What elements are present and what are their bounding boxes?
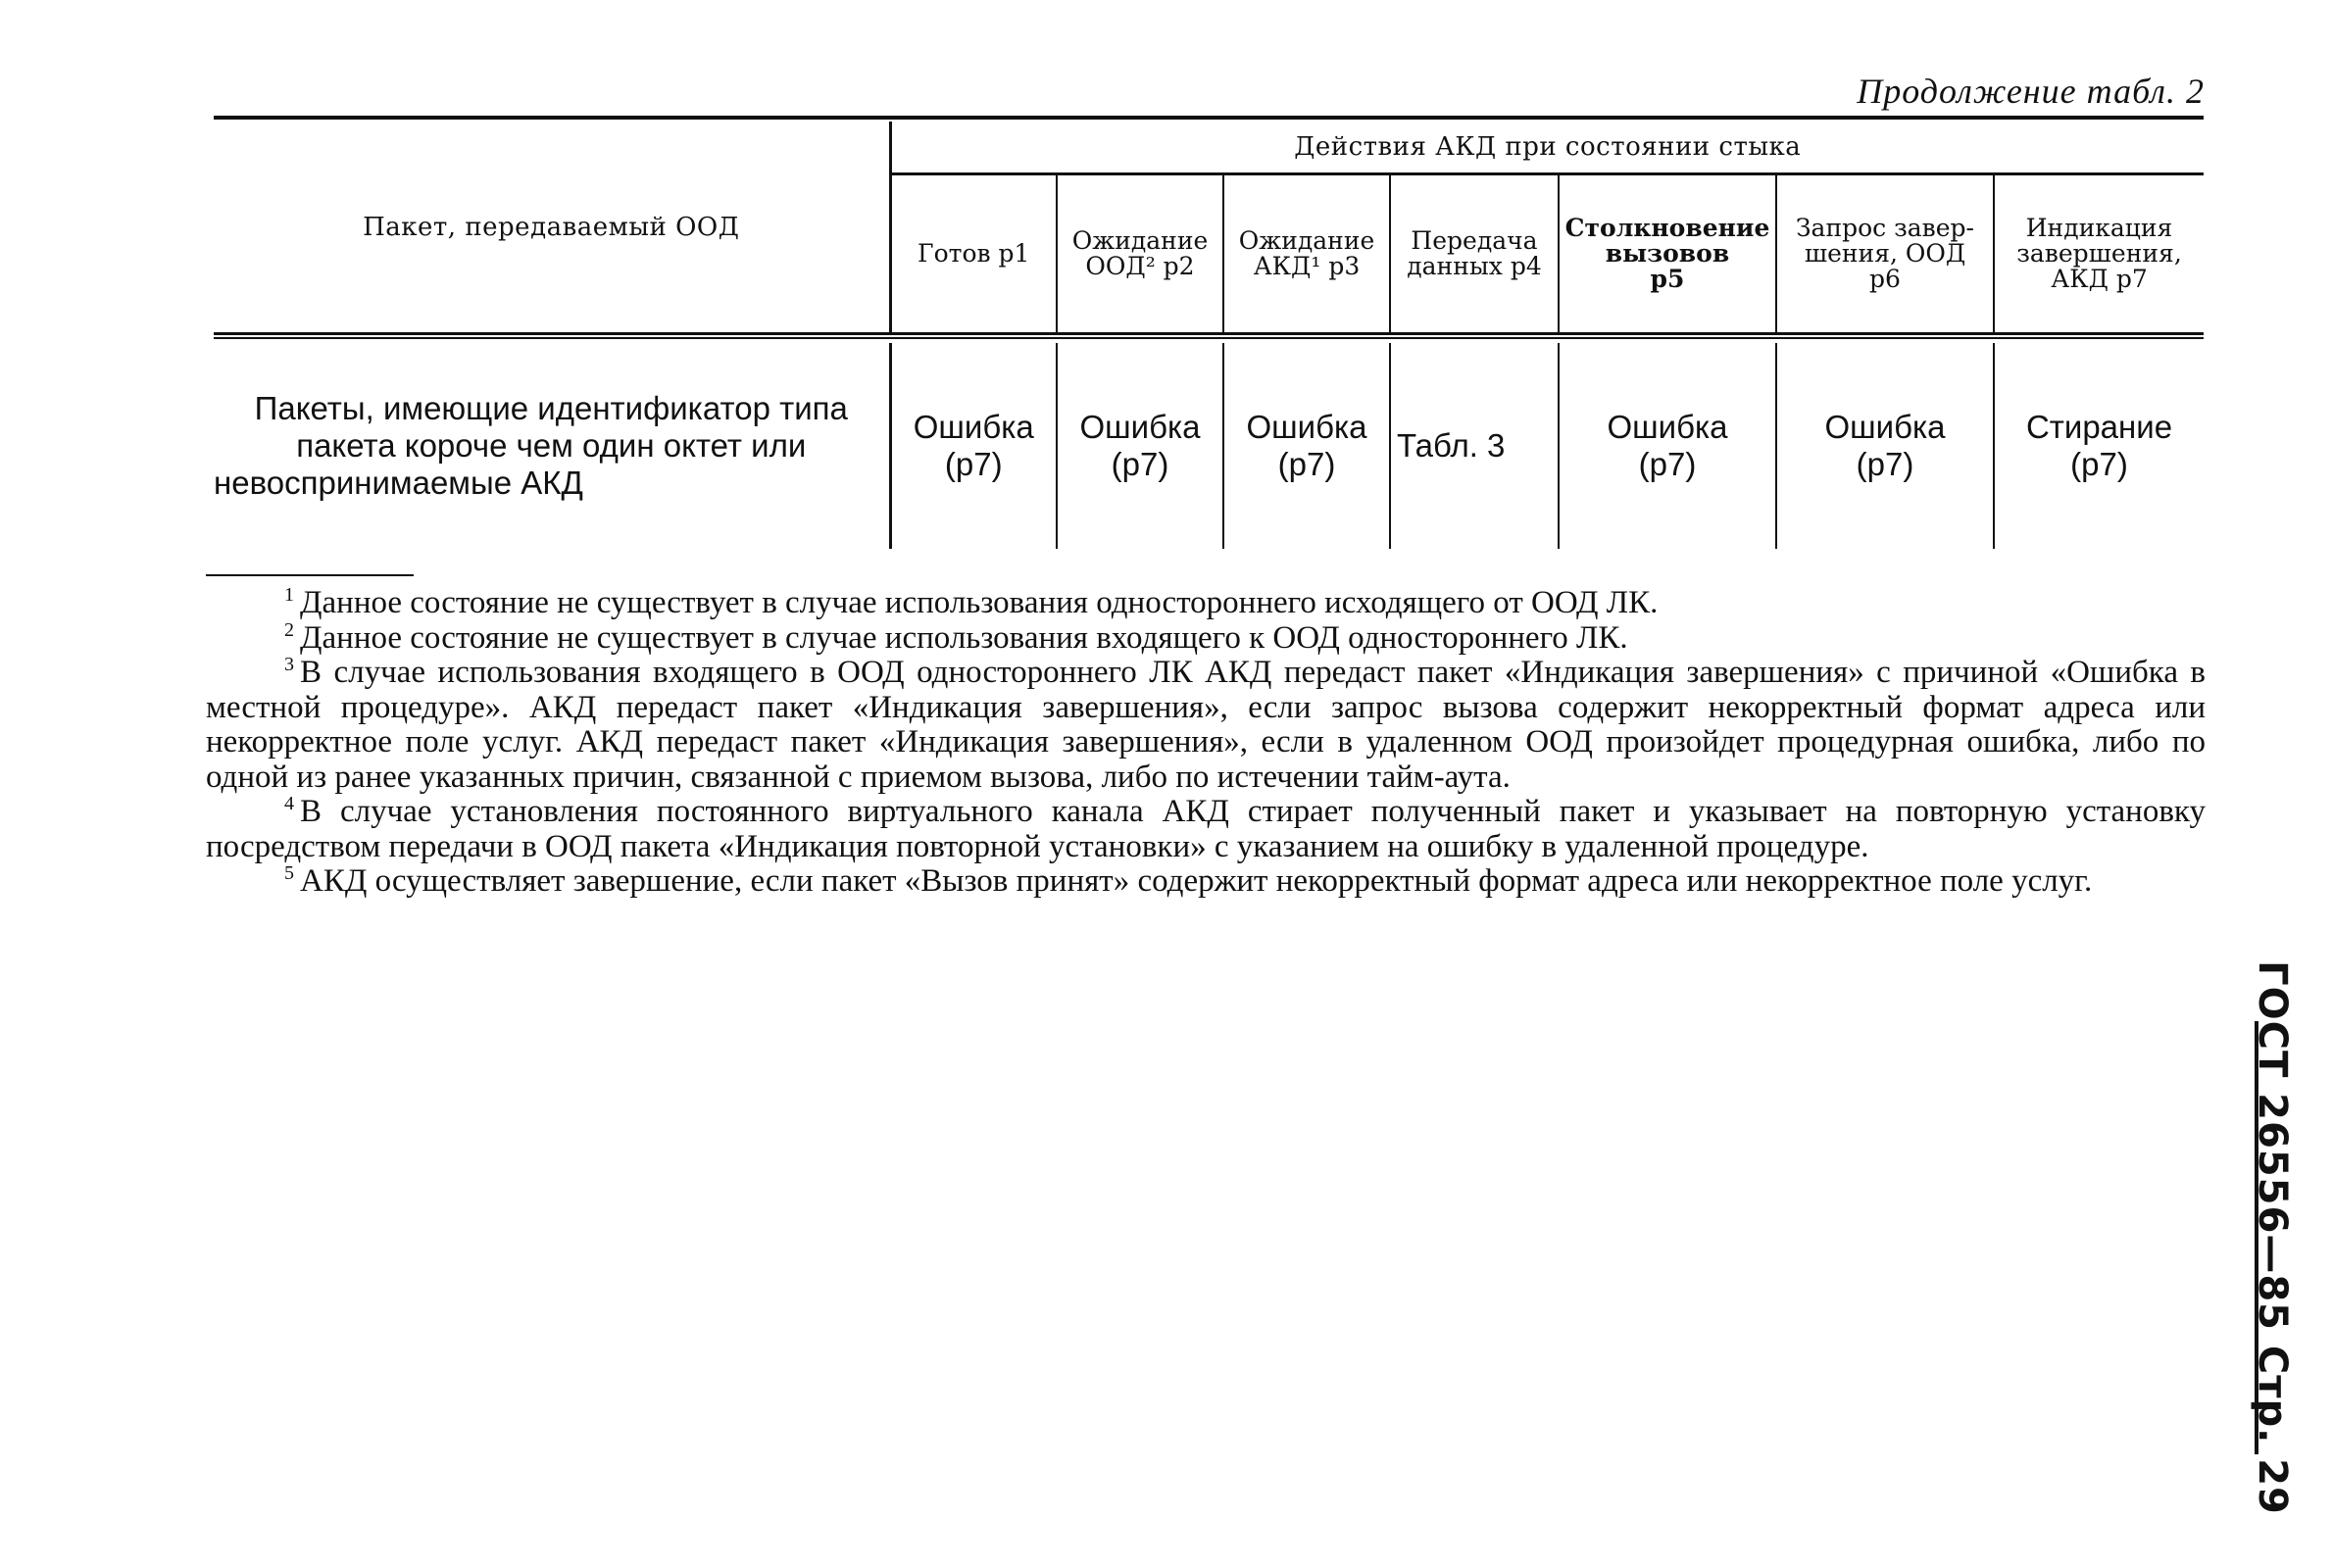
- interface-state-group-header: [890, 122, 2204, 174]
- column-header-line: Запрос завер-: [1795, 214, 1974, 242]
- column-header-p6: [1776, 174, 1994, 334]
- cell-line: (р7): [1277, 446, 1336, 482]
- column-header-p5: [1559, 174, 1776, 334]
- row-cell-p2: [1057, 343, 1223, 549]
- row-cell-p5: [1559, 343, 1776, 549]
- standard-page-label: [2223, 960, 2321, 1515]
- footnotes: [206, 586, 2206, 900]
- cell-line: (р7): [1856, 446, 1914, 482]
- packet-column-header-text: Пакет, передаваемый ООД: [363, 212, 740, 242]
- footnote-text: Данное состояние не существует в случае использования входящего к ООД одностороннего ЛК.: [300, 619, 1628, 656]
- row-cell-p1: [890, 343, 1057, 549]
- row-label: [214, 343, 890, 549]
- column-header-line: АКД р7: [2051, 265, 2148, 293]
- footnote-5: [206, 864, 2206, 900]
- column-header-p3: [1223, 174, 1390, 334]
- column-header-line: Передача: [1411, 226, 1538, 255]
- row-cell-p7: [1994, 343, 2204, 549]
- footnote-text: АКД осуществляет завершение, если пакет «Вызов принят» содержит некорректный формат адреса или некорректное поле услуг.: [300, 863, 2093, 899]
- footnote-3: [206, 656, 2206, 795]
- footnote-text: В случае установления постоянного виртуального канала АКД стирает полученный пакет и указывает на повторную установку посредством передачи в ООД пакета «Индикация повторной установки» с указанием на ошибку в удаленной процедуре.: [206, 794, 2206, 864]
- column-header-line: АКД¹ р3: [1253, 252, 1361, 280]
- cell-line: Ошибка: [1246, 409, 1367, 445]
- table-row: [214, 343, 2204, 549]
- cell-line: Ошибка: [1079, 409, 1201, 445]
- column-header-line: Ожидание: [1238, 226, 1375, 255]
- column-header-line: завершения,: [2016, 239, 2182, 268]
- row-cell-p3: [1223, 343, 1390, 549]
- row-cell-p6: [1776, 343, 1994, 549]
- cell-line: Ошибка: [1607, 409, 1728, 445]
- footnote-mark: 2: [284, 618, 294, 641]
- row-label-text: Пакеты, имеющие идентификатор типа пакета короче чем один октет или невоспринимаемые АКД: [214, 390, 848, 501]
- column-header-line: р6: [1869, 265, 1901, 293]
- column-header-line: ООД² р2: [1085, 252, 1195, 280]
- state-table: [214, 116, 2204, 549]
- footnote-2: [206, 618, 2206, 657]
- column-header-line: Индикация: [2025, 214, 2173, 242]
- column-header-line: данных р4: [1407, 252, 1542, 280]
- cell-line: Ошибка: [1824, 409, 1946, 445]
- column-header-p7: [1994, 174, 2204, 334]
- cell-line: Стирание: [2025, 409, 2173, 445]
- footnote-mark: 1: [284, 584, 294, 606]
- footnote-mark: 5: [284, 862, 294, 884]
- column-header-line: р5: [1650, 265, 1685, 293]
- cell-line: (р7): [1638, 446, 1697, 482]
- cell-line: (р7): [2070, 446, 2128, 482]
- column-header-p1: [890, 174, 1057, 334]
- cell-line: Табл. 3: [1397, 427, 1506, 464]
- cell-line: Ошибка: [913, 409, 1034, 445]
- footnote-1: [206, 586, 2206, 621]
- footnote-text: В случае использования входящего в ООД одностороннего ЛК АКД передаст пакет «Индикация завершения» с причиной «Ошибка в местной процедуре». АКД передаст пакет «Индикация завершения», если запрос вызова содержит некорректный формат адреса или некорректное поле услуг. АКД передаст пакет «Индикация завершения», если в удаленном ООД произойдет процедурная ошибка, либо по одной из ранее указанных причин, связанной с приемом вызова, либо по истечении тайм-аута.: [206, 655, 2206, 795]
- footnote-mark: 3: [284, 654, 294, 675]
- column-header-p2: [1057, 174, 1223, 334]
- column-header-line: вызовов: [1605, 239, 1730, 268]
- table-top-rule: [214, 116, 2204, 120]
- footnote-4: [206, 795, 2206, 864]
- column-header-line: Готов р1: [918, 239, 1030, 268]
- row-cell-p4: [1390, 343, 1559, 549]
- footnote-mark: 4: [284, 793, 294, 814]
- standard-page-label-text: ГОСТ 26556—85 Стр. 29: [2250, 960, 2295, 1515]
- cell-line: (р7): [944, 446, 1003, 482]
- column-header-line: Ожидание: [1071, 226, 1209, 255]
- footnote-separator: [206, 574, 414, 576]
- cell-line: (р7): [1111, 446, 1169, 482]
- packet-column-header: [214, 122, 890, 334]
- state-table-grid: [214, 122, 2204, 549]
- column-header-line: Столкновение: [1564, 214, 1770, 242]
- group-header-text: Действия АКД при состоянии стыка: [1294, 132, 1802, 162]
- column-header-line: шения, ООД: [1804, 239, 1966, 268]
- footnote-text: Данное состояние не существует в случае использования одностороннего исходящего от ООД ЛК.: [300, 585, 1659, 620]
- table-continuation-caption: Продолжение табл. 2: [1857, 72, 2205, 111]
- column-header-p4: [1390, 174, 1559, 334]
